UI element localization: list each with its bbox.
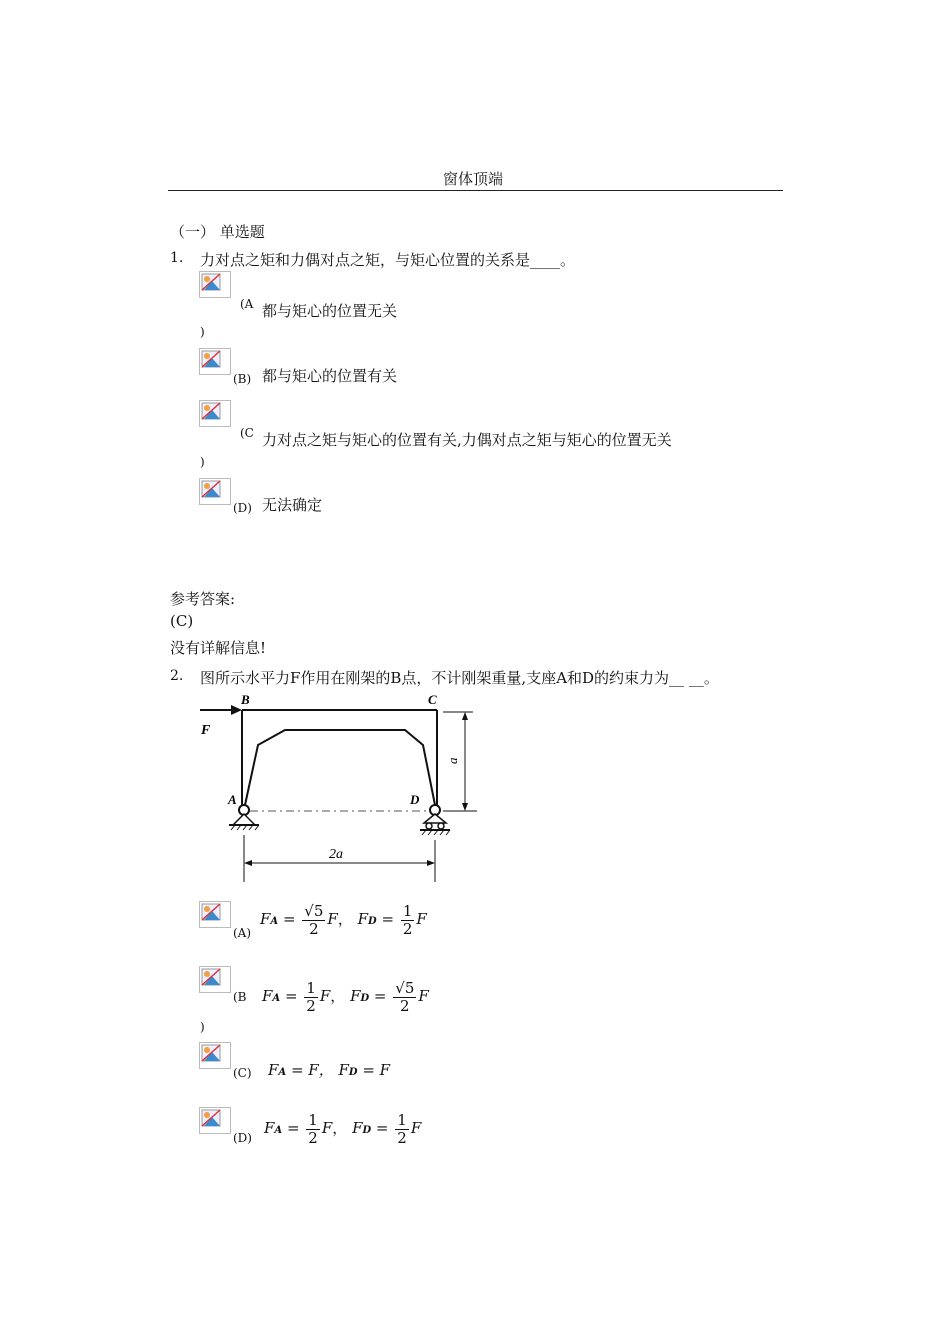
denominator: 2 bbox=[402, 919, 413, 938]
option-label: (C bbox=[240, 426, 254, 440]
denominator: 2 bbox=[308, 1128, 318, 1147]
option-label-close: ) bbox=[200, 325, 205, 339]
subscript: A bbox=[272, 993, 281, 1004]
option-label: (C) bbox=[233, 1066, 252, 1080]
option-text[interactable]: 都与矩心的位置无关 bbox=[262, 302, 398, 320]
subscript: D bbox=[362, 1125, 372, 1136]
option-label: (D) bbox=[233, 1131, 252, 1145]
symbol-f: F bbox=[264, 1119, 275, 1137]
q2-text: 图所示水平力F作用在刚架的B点，不计刚架重量,支座A和D的约束力为__ __。 bbox=[200, 669, 719, 687]
broken-image-icon bbox=[200, 902, 230, 927]
numerator: 1 bbox=[308, 1111, 318, 1129]
broken-image-icon bbox=[200, 272, 230, 297]
q2-number: 2. bbox=[170, 668, 184, 684]
symbol-f: F bbox=[352, 1119, 363, 1137]
symbol-f: F bbox=[416, 910, 427, 928]
option-label: (D) bbox=[233, 501, 252, 515]
option-formula[interactable]: FA = $\frac{1}{2}$ F， FD = $\frac{√5}{2}$ F bbox=[262, 979, 429, 1015]
denominator: 2 bbox=[397, 1128, 407, 1147]
label-d-point: D bbox=[410, 792, 420, 807]
symbol-f: F bbox=[410, 1119, 422, 1137]
symbol-f: F bbox=[319, 987, 331, 1005]
numerator: 1 bbox=[306, 979, 316, 997]
divider bbox=[168, 190, 783, 191]
option-label: (B) bbox=[233, 372, 252, 386]
option-text[interactable]: 力对点之矩与矩心的位置有关,力偶对点之矩与矩心的位置无关 bbox=[262, 431, 672, 449]
numerator: √5 bbox=[395, 979, 415, 997]
label-b: B bbox=[241, 692, 250, 707]
option-radio-icon[interactable] bbox=[199, 1042, 231, 1069]
q1-number: 1. bbox=[170, 250, 184, 266]
label-f: F bbox=[201, 723, 211, 738]
subscript: A bbox=[270, 916, 279, 927]
option-label: (A bbox=[240, 297, 254, 311]
symbol-f: F bbox=[338, 1061, 349, 1079]
answer-explanation: 没有详解信息! bbox=[170, 639, 267, 657]
option-formula[interactable]: FA = $\frac{√5}{2}$ F， FD = $\frac{1}{2}$ F bbox=[260, 902, 427, 938]
option-radio-icon[interactable] bbox=[199, 348, 231, 375]
broken-image-icon bbox=[200, 401, 230, 426]
broken-image-icon bbox=[200, 349, 230, 374]
denominator: 2 bbox=[309, 919, 319, 938]
symbol-f: F bbox=[418, 987, 429, 1005]
symbol-f: F bbox=[357, 910, 369, 928]
option-radio-icon[interactable] bbox=[199, 478, 231, 505]
option-formula[interactable] bbox=[268, 1059, 390, 1080]
label-c: C bbox=[428, 692, 437, 707]
denominator: 2 bbox=[306, 996, 316, 1015]
label-dim-2a: 2a bbox=[329, 847, 343, 862]
label-dim-a: a bbox=[445, 757, 460, 764]
option-label: (B bbox=[233, 990, 247, 1004]
subscript: D bbox=[368, 916, 377, 927]
option-radio-icon[interactable] bbox=[199, 966, 231, 993]
separator: ， bbox=[332, 1119, 348, 1137]
broken-image-icon bbox=[200, 1108, 230, 1133]
symbol-f: F bbox=[327, 910, 338, 928]
option-label-close: ) bbox=[200, 455, 205, 469]
page-title: 窗体顶端 bbox=[443, 170, 504, 188]
option-radio-icon[interactable] bbox=[199, 1107, 231, 1134]
subscript: D bbox=[348, 1067, 358, 1078]
denominator: 2 bbox=[400, 996, 410, 1015]
option-radio-icon[interactable] bbox=[199, 400, 231, 427]
broken-image-icon bbox=[200, 479, 230, 504]
option-text[interactable]: 无法确定 bbox=[262, 496, 323, 514]
option-label: (A) bbox=[233, 926, 252, 940]
equation-part: = F bbox=[357, 1061, 391, 1079]
q1-text: 力对点之矩和力偶对点之矩，与矩心位置的关系是____。 bbox=[200, 251, 576, 269]
separator: ， bbox=[330, 987, 346, 1005]
broken-image-icon bbox=[200, 967, 230, 992]
rigid-frame-figure bbox=[195, 690, 485, 885]
subscript: A bbox=[278, 1067, 287, 1078]
symbol-f: F bbox=[262, 987, 273, 1005]
section-title: （一） 单选题 bbox=[170, 223, 265, 241]
subscript: D bbox=[360, 993, 370, 1004]
symbol-f: F bbox=[260, 910, 271, 928]
label-a-point: A bbox=[228, 792, 237, 807]
equation-part: = F， bbox=[286, 1061, 339, 1079]
symbol-f: F bbox=[268, 1061, 279, 1079]
symbol-f: F bbox=[321, 1119, 333, 1137]
option-text[interactable]: 都与矩心的位置有关 bbox=[262, 367, 398, 385]
option-radio-icon[interactable] bbox=[199, 901, 231, 928]
numerator: √5 bbox=[304, 902, 324, 920]
option-label-close: ) bbox=[200, 1020, 205, 1034]
broken-image-icon bbox=[200, 1043, 230, 1068]
option-formula[interactable]: FA = $\frac{1}{2}$ F， FD = $\frac{1}{2}$ F bbox=[264, 1111, 422, 1147]
answer-value: (C) bbox=[170, 612, 194, 630]
option-radio-icon[interactable] bbox=[199, 271, 231, 298]
symbol-f: F bbox=[350, 987, 361, 1005]
numerator: 1 bbox=[402, 902, 413, 920]
subscript: A bbox=[274, 1125, 283, 1136]
separator: ， bbox=[337, 910, 353, 928]
numerator: 1 bbox=[397, 1111, 407, 1129]
answer-heading: 参考答案: bbox=[170, 590, 236, 608]
